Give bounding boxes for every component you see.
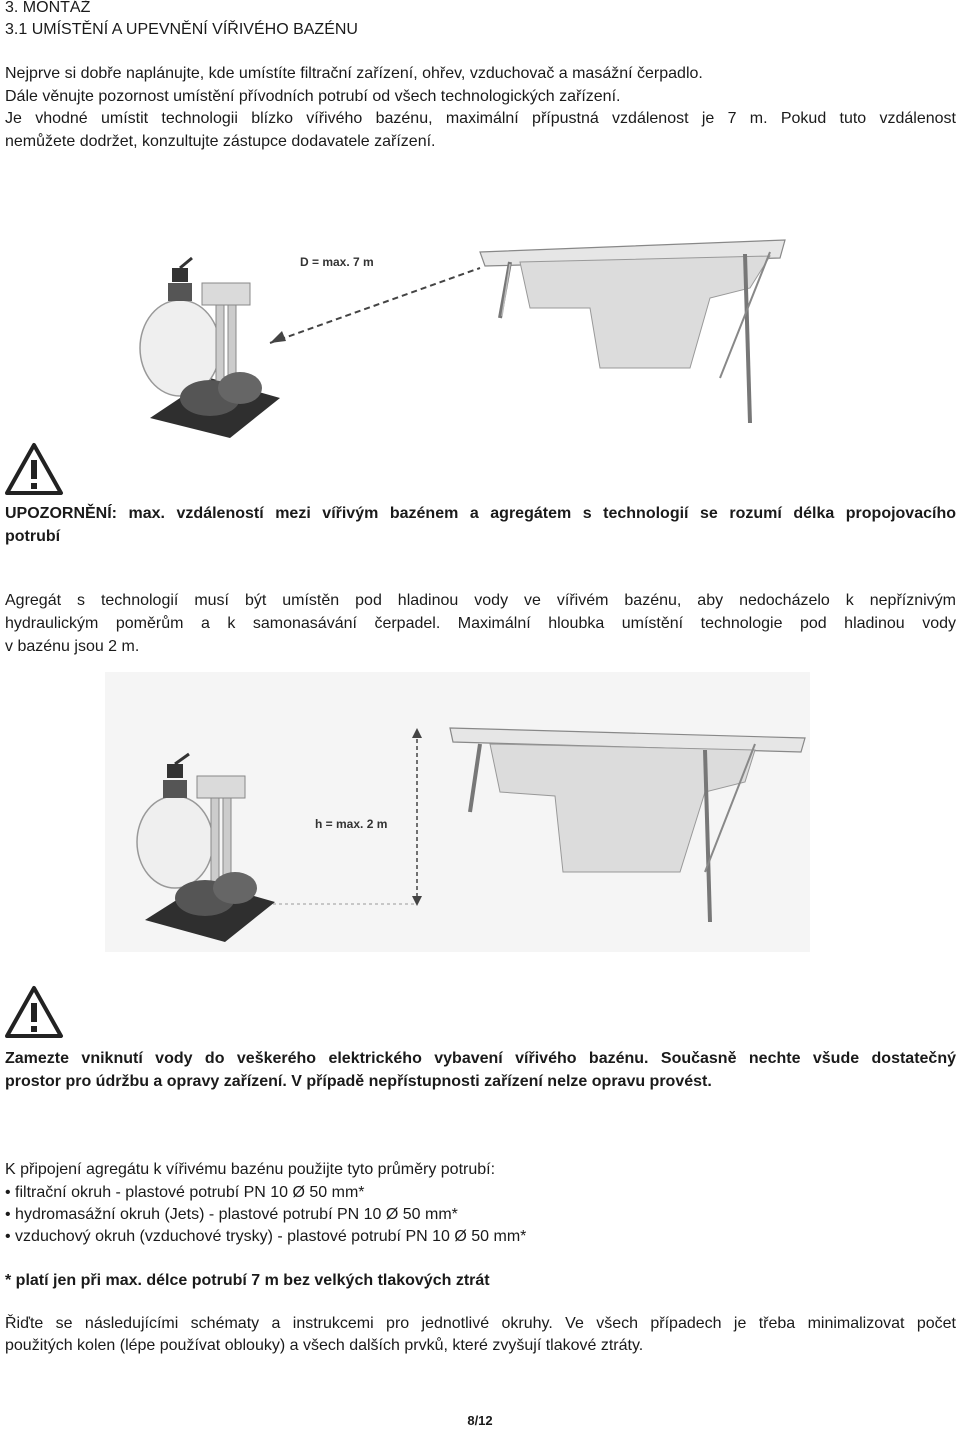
pipes-item: • filtrační okruh - plastové potrubí PN 10 Ø 50 mm*	[5, 1184, 365, 1201]
section-heading: 3. MONTÁŽ	[5, 0, 91, 16]
filter-unit-illustration	[137, 754, 275, 942]
page-number: 8/12	[467, 1413, 493, 1428]
closing-line-1: Řiďte se následujícími schématy a instrukcemi pro jednotlivé okruhy. Ve všech případech je třeba minimalizovat počet	[5, 1315, 956, 1332]
pipes-item: • vzduchový okruh (vzduchové trysky) - plastové potrubí PN 10 Ø 50 mm*	[5, 1228, 527, 1245]
warning1-line-2: potrubí	[5, 528, 61, 545]
warning1-line-1: UPOZORNĚNÍ: max. vzdáleností mezi vířivým bazénem a agregátem s technologií se rozumí délka propojovacího	[5, 505, 956, 522]
warning2-line-1: Zamezte vniknutí vody do veškerého elektrického vybavení vířivého bazénu. Současně nechte všude dostatečný	[5, 1050, 956, 1067]
depth-figure-drawing	[105, 672, 810, 952]
depth-label: h = max. 2 m	[315, 817, 388, 831]
intro-line-3: Je vhodné umístit technologii blízko vířivého bazénu, maximální přípustná vzdálenost je 7 m. Pokud tuto vzdálenost	[5, 110, 956, 127]
filter-unit-illustration	[140, 258, 280, 438]
distance-figure	[130, 228, 790, 458]
closing-line-2: použitých kolen (lépe používat oblouky) a všech dalších prvků, které zvyšují tlakové ztráty.	[5, 1337, 644, 1354]
pool-illustration	[480, 240, 785, 423]
pipes-intro: K připojení agregátu k vířivému bazénu použijte tyto průměry potrubí:	[5, 1161, 496, 1178]
intro-line-1: Nejprve si dobře naplánujte, kde umístíte filtrační zařízení, ohřev, vzduchovač a masážní čerpadlo.	[5, 65, 703, 82]
paragraph2-line-3: v bazénu jsou 2 m.	[5, 638, 140, 655]
distance-label: D = max. 7 m	[300, 255, 374, 269]
warning-triangle-icon	[4, 985, 64, 1039]
pipes-item: • hydromasážní okruh (Jets) - plastové potrubí PN 10 Ø 50 mm*	[5, 1206, 458, 1223]
depth-figure	[105, 672, 810, 952]
pool-illustration	[450, 728, 805, 922]
intro-line-4: nemůžete dodržet, konzultujte zástupce dodavatele zařízení.	[5, 133, 436, 150]
paragraph2-line-1: Agregát s technologií musí být umístěn pod hladinou vody ve vířivém bazénu, aby nedocházelo k nepříznivým	[5, 592, 956, 609]
distance-arrow	[270, 268, 480, 343]
intro-line-2: Dále věnujte pozornost umístění přívodních potrubí od všech technologických zařízení.	[5, 88, 621, 105]
distance-figure-drawing	[130, 228, 790, 458]
warning2-line-2: prostor pro údržbu a opravy zařízení. V případě nepřístupnosti zařízení nelze opravu provést.	[5, 1073, 712, 1090]
paragraph2-line-2: hydraulickým poměrům a k samonasávání čerpadel. Maximální hloubka umístění technologie pod hladinou vody	[5, 615, 956, 632]
pipes-note: * platí jen při max. délce potrubí 7 m bez velkých tlakových ztrát	[5, 1272, 490, 1289]
warning-triangle-icon	[4, 442, 64, 496]
subsection-heading: 3.1 UMÍSTĚNÍ A UPEVNĚNÍ VÍŘIVÉHO BAZÉNU	[5, 21, 358, 38]
